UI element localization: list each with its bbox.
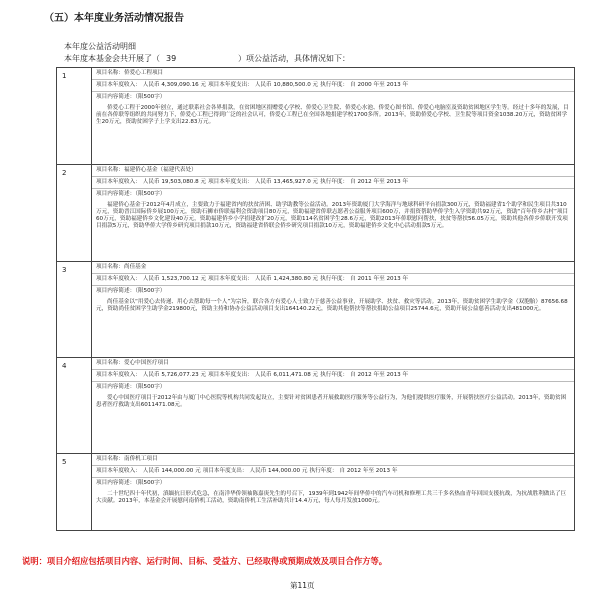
section-title: （五）本年度业务活动情况报告 [44,13,184,24]
project-name: 爱心中国医疗项目 [123,360,169,366]
project-income: 人民币 144,000.00 元 [142,468,201,475]
project-content-text: 福建侨心基金于2012年4月成立，主要致力于福建省内的扶贫济困、助学助教等公益活动。2013年资助厦门大学海洋与地球科研平台捐款300万元，资助福建省1个助学和民生项目共310万元，资助晋江国际侨乡展100万元，资助石狮市侨联福利会资助项目80万元，资助福建省侨联志愿者公益服务项目600万，并捐资帮助华侨学生入学资助共92万元，资助“百年侨乡古村”项目60万元，资助福建侨乡文化建设40万元，资助福建侨乡小学捐建改扩20万元，资助114名贫困学生28.6万元，资助2013年侨联慰问帮扶，扶贫等帮扶56.05万元，资助其他各侨乡侨联开发项目捐款5万元，资助华侨大学侨乡研究项目捐款10万元，资助福建省侨联会侨乡研究项目捐款10万元，资助福建侨乡文化中心活动捐款5万元。 [96,201,569,230]
projects-table [56,67,575,531]
project-finance-row [92,466,574,478]
income-label: 项目本年度收入： [96,276,141,283]
period-label: 执行年度： [309,468,338,475]
project-index-text: 2 [62,169,67,177]
project-period: 自 2011 年至 2013 年 [350,276,409,283]
name-label: 项目名称： [96,456,124,462]
project-detail [92,262,575,358]
project-content [92,104,574,129]
income-label: 项目本年度收入： [96,82,141,89]
name-label: 项目名称： [96,360,124,366]
project-content [92,394,574,411]
project-index [57,454,92,531]
project-detail [92,358,575,454]
project-period: 自 2000 年至 2013 年 [350,82,409,89]
project-income: 人民币 1,523,700.12 元 [142,276,207,283]
content-label-row [92,189,574,200]
content-label-row [92,286,574,297]
content-label-row [92,478,574,489]
project-name-row [92,165,574,177]
period-label: 执行年度： [320,372,349,379]
project-expense: 人民币 13,465,927.0 元 [254,179,319,186]
project-expense: 人民币 6,011,471.08 元 [254,372,319,379]
activity-count: 39 [166,54,177,63]
income-label: 项目本年度收入： [96,468,141,475]
project-finance-row [92,370,574,382]
project-finance-row [92,274,574,286]
project-index [57,68,92,165]
income-label: 项目本年度收入： [96,179,141,186]
project-detail [92,454,575,531]
content-label: 项目内容简述：（限500字） [96,480,166,487]
period-label: 执行年度： [320,276,349,283]
expense-label: 项目本年度支出： [208,82,253,89]
content-label: 项目内容简述：（限500字） [96,191,166,198]
project-index-text: 1 [62,72,67,80]
project-row [57,68,575,165]
project-content [92,201,574,233]
project-name-row [92,358,574,370]
period-label: 执行年度： [320,179,349,186]
project-content [92,298,574,315]
content-label-row [92,382,574,393]
intro-prefix: 本年度本基金会共开展了（ [64,54,160,63]
expense-label: 项目本年度支出： [208,179,253,186]
name-label: 项目名称： [96,264,124,270]
project-name: 福建侨心基金（福建代表处） [123,167,197,173]
project-row [57,165,575,262]
project-income: 人民币 4,309,090.16 元 [142,82,207,89]
project-name-row [92,454,574,466]
project-content-text: 爱心中国医疗项目于2012年由与厦门中心医院等机构共同发起设立，主要针对贫困患者开展救助医疗服务等公益行为，为他们提供医疗服务，开展帮扶医疗公益活动。2013年，资助贫困患者医疗救助支出6011471.08元。 [96,394,567,408]
content-label: 项目内容简述：（限500字） [96,384,166,391]
project-finance-row [92,80,574,92]
expense-label: 项目本年度支出： [208,372,253,379]
project-period: 自 2012 年至 2013 年 [350,179,409,186]
project-index [57,262,92,358]
project-row [57,262,575,358]
content-label-row [92,92,574,103]
project-content-text: 尚佳基金以“用爱心去传递、用心去帮助每一个人”为宗旨，联合各方有爱心人士致力于慈善公益事业，开展助学、扶贫、救灾等活动。2013年，资助贫困学生助学金（双胞胎）87656.68元，资助尚佳贫困学生助学金219800元，资助主持和协办公益活动项目支出164140.22元，资助其他帮扶等帮扶捐助公益项目25744.6元，资助开展公益慈善活动支出481000元。 [96,298,568,312]
intro-line-2 [64,53,350,64]
footnote: 说明：项目介绍应包括项目内容、运行时间、目标、受益方、已经取得或预期成效及项目合作方等。 [22,556,388,566]
period-label: 执行年度： [320,82,349,89]
project-content-text: 侨爱心工程于2000年创立，通过联系社会各界捐款，在贫困地区捐赠爱心学校、侨爱心卫生院、侨爱心水池、侨爱心图书馆、侨爱心电脑室及资助贫困地区学生等。经过十多年的发展，目前在各侨联等组织的共同努力下，侨爱心工程已得到广泛的社会认可，侨爱心工程已在全国各地捐建学校1700多所。2013年，资助侨爱心学校、卫生院等项目资金1038.20万元，资助贫困学生20万元，资助贫困学子上学支出22.83万元。 [96,104,569,126]
project-expense: 人民币 1,424,380.80 元 [254,276,319,283]
project-row [57,454,575,531]
project-index [57,165,92,262]
project-income: 人民币 5,726,077.23 元 [142,372,207,379]
project-index-text: 5 [62,458,67,466]
project-period: 自 2012 年至 2013 年 [339,468,398,475]
content-label: 项目内容简述：（限500字） [96,288,166,295]
project-finance-row [92,177,574,189]
project-detail [92,165,575,262]
project-expense: 人民币 144,000.00 元 [249,468,308,475]
project-content [92,490,574,507]
project-index-text: 4 [62,362,67,370]
expense-label: 项目本年度支出： [202,468,248,475]
intro-suffix: ）项公益活动，具体情况如下： [238,54,350,63]
expense-label: 项目本年度支出： [208,276,253,283]
intro-line-1: 本年度公益活动明细 [64,42,136,51]
income-label: 项目本年度收入： [96,372,141,379]
name-label: 项目名称： [96,167,124,173]
project-row [57,358,575,454]
project-expense: 人民币 10,880,500.0 元 [254,82,319,89]
project-name: 南侨机工项目 [123,456,158,462]
project-name: 侨爱心工程项目 [123,70,164,76]
project-name-row [92,68,574,80]
content-label: 项目内容简述：（限500字） [96,94,166,101]
project-index-text: 3 [62,266,67,274]
project-period: 自 2012 年至 2013 年 [350,372,409,379]
project-detail [92,68,575,165]
project-income: 人民币 19,503,080.8 元 [142,179,207,186]
project-content-text: 二十世纪四十年代初，滇缅抗日形式危急，在南洋华侨领袖陈嘉庚先生的号召下，1939年到1942年间华侨中的汽车司机和修理工共三千多名热血青年回国支援抗战，为抗战胜利做出了巨大贡献。2013年，本基金会开展慰问南侨机工活动，资助南侨机工生活补助共计14.4万元，每人每月发放1000元。 [96,490,567,504]
page-number: 第11页 [290,581,315,590]
name-label: 项目名称： [96,70,124,76]
project-name-row [92,262,574,274]
project-name: 尚佳基金 [123,264,147,270]
project-index [57,358,92,454]
